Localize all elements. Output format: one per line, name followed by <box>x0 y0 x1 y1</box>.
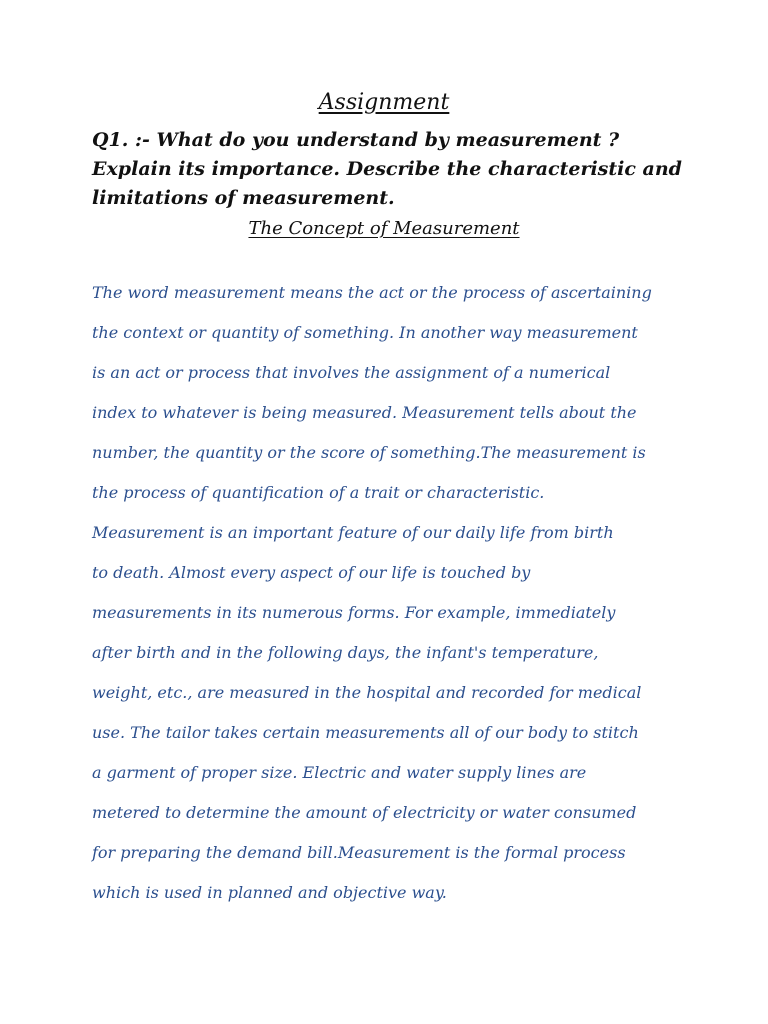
body-line: which is used in planned and objective way. <box>92 883 447 902</box>
body-line: is an act or process that involves the assignment of a numerical <box>92 363 611 382</box>
body-line: metered to determine the amount of electricity or water consumed <box>92 803 637 822</box>
body-line: a garment of proper size. Electric and water supply lines are <box>92 763 587 782</box>
body-line: number, the quantity or the score of something.The measurement is <box>92 443 646 462</box>
section-heading: The Concept of Measurement <box>248 218 520 239</box>
question-line: Q1. :- What do you understand by measurement ? <box>92 129 620 151</box>
question-line: limitations of measurement. <box>92 187 395 209</box>
body-line: use. The tailor takes certain measurements all of our body to stitch <box>92 723 639 742</box>
body-line: the process of quantification of a trait or characteristic. <box>92 483 545 502</box>
body-paragraph <box>92 280 682 920</box>
body-line: to death. Almost every aspect of our life is touched by <box>92 563 531 582</box>
body-line: index to whatever is being measured. Measurement tells about the <box>92 403 637 422</box>
body-line: weight, etc., are measured in the hospital and recorded for medical <box>92 683 642 702</box>
body-line: after birth and in the following days, the infant's temperature, <box>92 643 599 662</box>
question-block <box>92 126 692 213</box>
body-line: The word measurement means the act or the process of ascertaining <box>92 283 652 302</box>
question-line: Explain its importance. Describe the characteristic and <box>92 158 682 180</box>
body-line: Measurement is an important feature of our daily life from birth <box>92 523 614 542</box>
body-line: measurements in its numerous forms. For example, immediately <box>92 603 616 622</box>
body-line: the context or quantity of something. In another way measurement <box>92 323 638 342</box>
page-title: Assignment <box>318 90 450 115</box>
body-line: for preparing the demand bill.Measurement is the formal process <box>92 843 626 862</box>
